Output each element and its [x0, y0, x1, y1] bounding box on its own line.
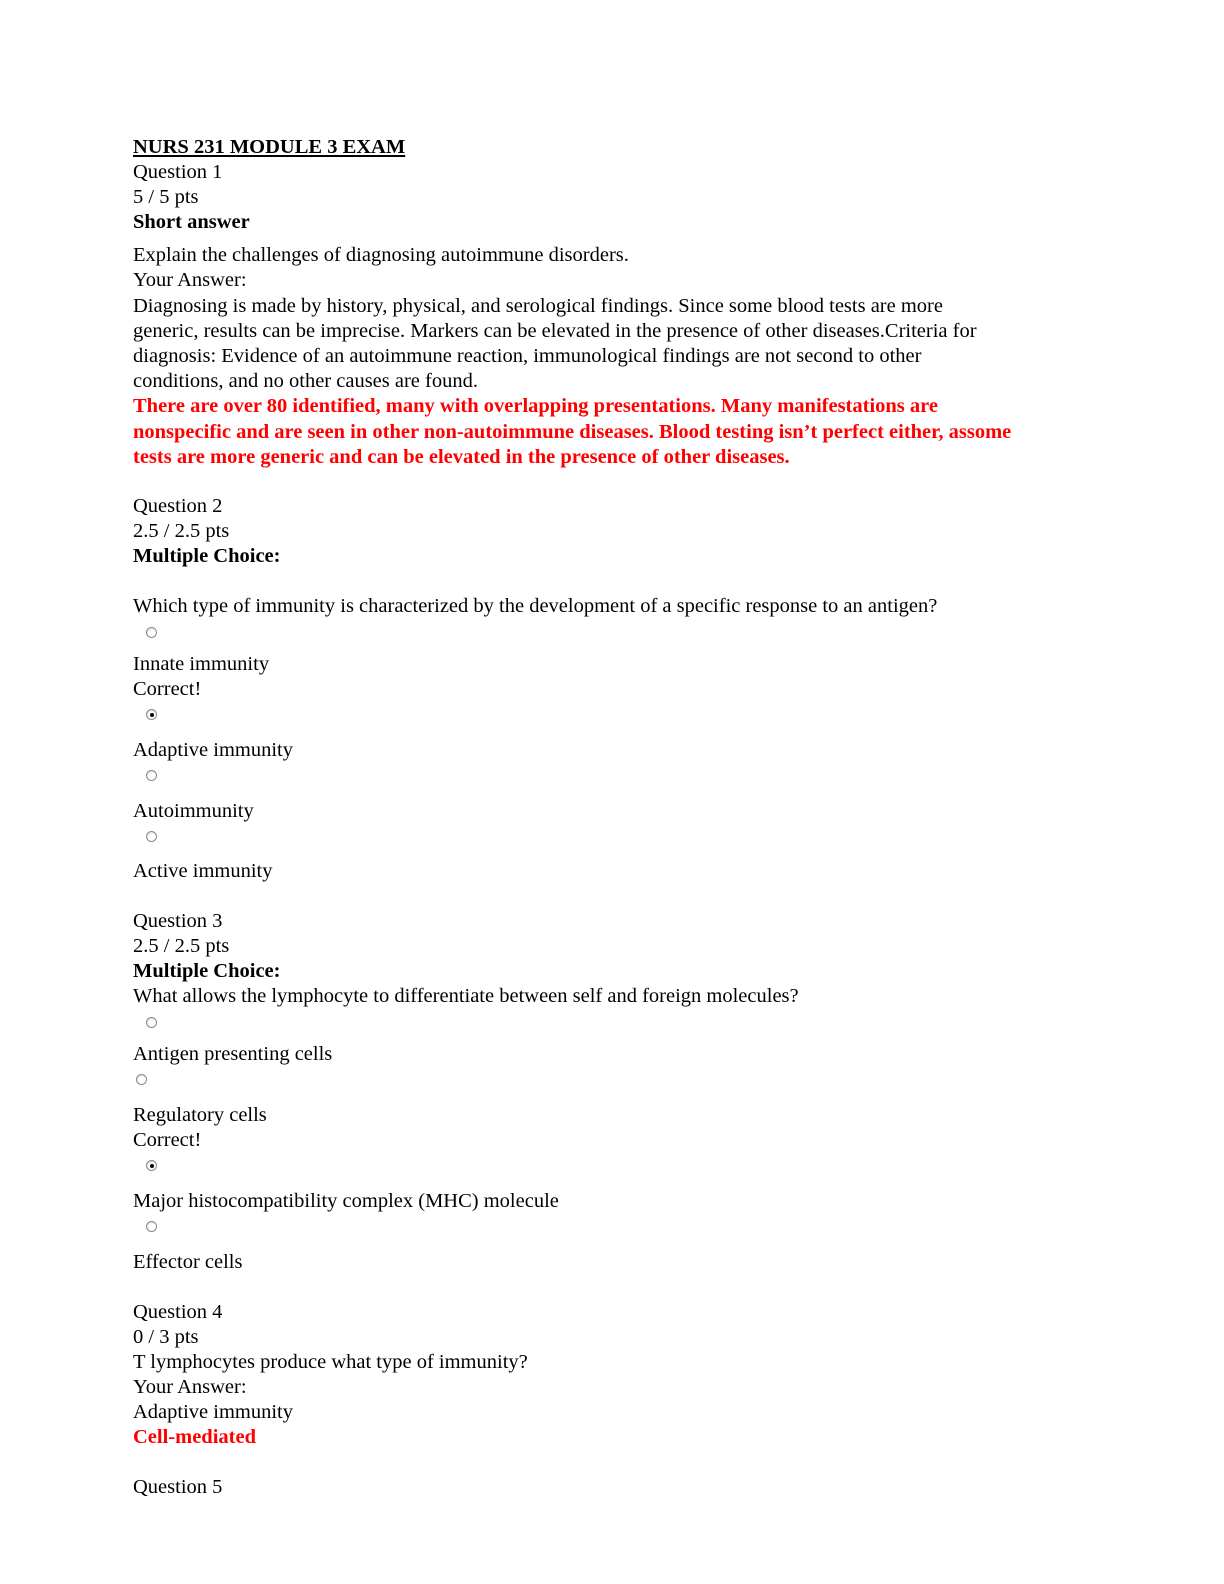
question-4-label: Question 4 — [133, 1301, 223, 1323]
question-2-option-3-radio[interactable] — [146, 770, 157, 781]
question-1-answer-line: diagnosis: Evidence of an autoimmune reaction, immunological findings are not second to other — [133, 345, 922, 367]
question-4-points: 0 / 3 pts — [133, 1326, 199, 1348]
question-3-points: 2.5 / 2.5 pts — [133, 935, 230, 957]
question-1-feedback-line: There are over 80 identified, many with overlapping presentations. Many manifestations are — [133, 395, 938, 417]
question-1-answer-line: generic, results can be imprecise. Markers can be elevated in the presence of other diseases.Criteria for — [133, 320, 977, 342]
question-2-option-3: Autoimmunity — [133, 800, 254, 822]
question-2-prompt: Which type of immunity is characterized by the development of a specific response to an antigen? — [133, 595, 938, 617]
question-1-prompt: Explain the challenges of diagnosing autoimmune disorders. — [133, 244, 629, 266]
question-1-feedback-line: nonspecific and are seen in other non-autoimmune diseases. Blood testing isn’t perfect either, assome — [133, 421, 1012, 443]
question-1-answer-line: conditions, and no other causes are found. — [133, 370, 478, 392]
question-2-option-4-radio[interactable] — [146, 831, 157, 842]
question-2-option-1: Innate immunity — [133, 653, 270, 675]
question-3-type: Multiple Choice: — [133, 960, 281, 982]
question-3-label: Question 3 — [133, 910, 223, 932]
question-5-label: Question 5 — [133, 1476, 223, 1498]
question-3-prompt: What allows the lymphocyte to differentiate between self and foreign molecules? — [133, 985, 799, 1007]
question-1-feedback-line: tests are more generic and can be elevated in the presence of other diseases. — [133, 446, 790, 468]
question-2-label: Question 2 — [133, 495, 223, 517]
question-3-option-4-radio[interactable] — [146, 1221, 157, 1232]
question-4-your-answer-label: Your Answer: — [133, 1376, 247, 1398]
question-2-points: 2.5 / 2.5 pts — [133, 520, 230, 542]
exam-title: NURS 231 MODULE 3 EXAM — [133, 136, 406, 158]
question-1-your-answer-label: Your Answer: — [133, 269, 247, 291]
question-2-option-2: Adaptive immunity — [133, 739, 293, 761]
question-2-correct-marker: Correct! — [133, 678, 202, 700]
question-2-option-1-radio[interactable] — [146, 627, 157, 638]
question-1-label: Question 1 — [133, 161, 223, 183]
question-4-answer: Adaptive immunity — [133, 1401, 293, 1423]
question-3-option-3: Major histocompatibility complex (MHC) molecule — [133, 1190, 559, 1212]
question-2-option-4: Active immunity — [133, 860, 273, 882]
question-4-prompt: T lymphocytes produce what type of immunity? — [133, 1351, 528, 1373]
question-3-option-2: Regulatory cells — [133, 1104, 267, 1126]
question-3-correct-marker: Correct! — [133, 1129, 202, 1151]
question-2-option-2-radio[interactable] — [146, 709, 157, 720]
question-3-option-2-radio[interactable] — [136, 1074, 147, 1085]
question-3-option-1-radio[interactable] — [146, 1017, 157, 1028]
question-3-option-4: Effector cells — [133, 1251, 243, 1273]
question-1-points: 5 / 5 pts — [133, 186, 199, 208]
question-4-correct-answer: Cell-mediated — [133, 1426, 256, 1448]
question-1-type: Short answer — [133, 211, 250, 233]
question-3-option-3-radio[interactable] — [146, 1160, 157, 1171]
question-2-type: Multiple Choice: — [133, 545, 281, 567]
question-3-option-1: Antigen presenting cells — [133, 1043, 333, 1065]
question-1-answer-line: Diagnosing is made by history, physical, and serological findings. Since some blood tests are more — [133, 295, 943, 317]
